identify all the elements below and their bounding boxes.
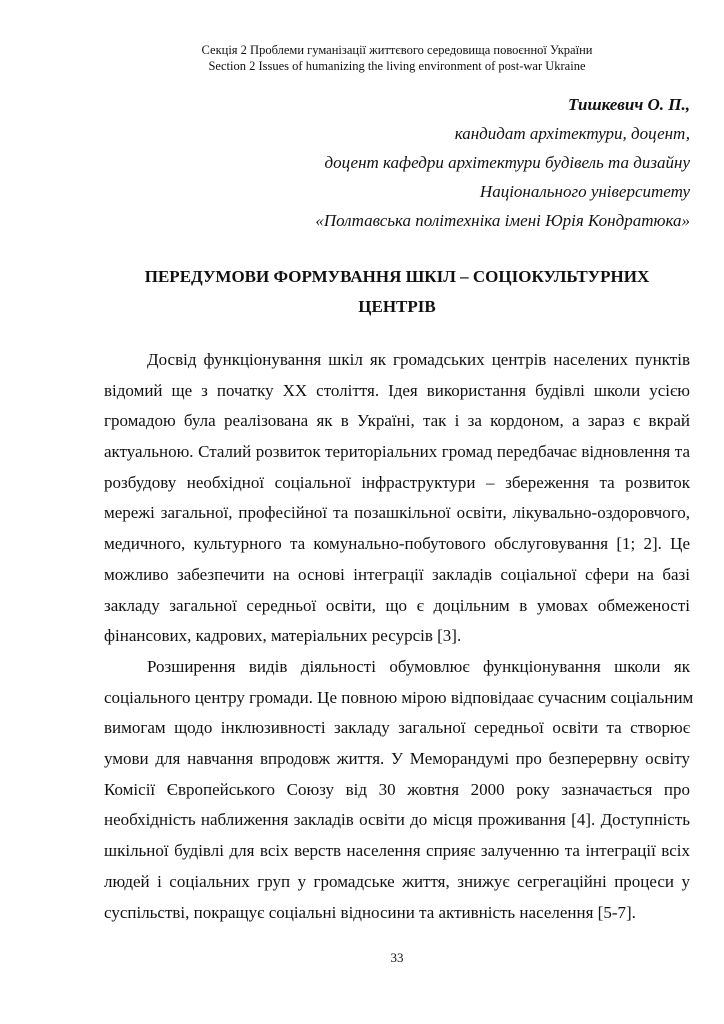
text-line: соціального центру громади. Це повною мірою відповідаає сучасним соціальним [104,687,694,707]
text-line: Комісії Європейського Союзу від 30 жовтня 2000 року зазначається про [104,779,690,799]
text-line: фінансових, кадрових, матеріальних ресурсів [3]. [104,626,462,646]
header-line-en: Section 2 Issues of humanizing the living environment of post-war Ukraine [208,59,586,73]
text-line: людей і соціальних груп у громадське життя, знижує сегрегаційні процеси у [104,871,690,891]
text-line: розбудову необхідної соціальної інфраструктури – збереження та розвиток [104,472,690,492]
text-line: актуальною. Сталий розвиток територіальних громад передбачає відновлення та [104,442,690,462]
author-affiliation-line: кандидат архітектури, доцент, [454,124,690,143]
text-line: шкільної будівлі для всіх верств населення сприяє залученню та інтеграції всіх [104,841,690,861]
page-number: 33 [390,950,404,965]
text-line: можливо забезпечити на основі інтеграції закладів соціальної сфери на базі [104,564,690,584]
text-line: мережі загальної, професійної та позашкільної освіти, лікувально-оздоровчого, [104,503,690,523]
header-line-uk: Секція 2 Проблеми гуманізації життєвого середовища повоєнної України [201,43,593,57]
text-line: відомий ще з початку XX століття. Ідея використання будівлі школи усією [104,380,690,400]
text-line: Розширення видів діяльності обумовлює функціонування школи як [147,657,690,676]
running-header [0,42,724,74]
text-line: громадою була реалізована як в Україні, так і за кордоном, а зараз є вкрай [104,411,690,431]
author-affiliation-line: Національного університету [479,182,690,201]
text-line: необхідність наближення закладів освіти до місця проживання [4]. Доступність [104,810,690,830]
author-name: Тишкевич О. П., [568,95,690,114]
text-line: умови для навчання впродовж життя. У Меморандумі про безперервну освіту [104,749,690,769]
paragraph-2 [104,652,694,928]
text-line: суспільстві, покращує соціальні відносини та активність населення [5-7]. [104,902,636,922]
author-affiliation-line: доцент кафедри архітектури будівель та дизайну [324,153,690,172]
text-line: закладу загальної середньої освіти, що є доцільним в умовах обмеженості [104,595,690,615]
title-line: ПЕРЕДУМОВИ ФОРМУВАННЯ ШКІЛ – СОЦІОКУЛЬТУРНИХ [144,267,650,286]
title-line: ЦЕНТРІВ [358,297,436,316]
article-title [104,262,690,322]
text-line: Досвід функціонування шкіл як громадських центрів населених пунктів [147,350,690,369]
text-line: вимогам щодо інклюзивності закладу загальної середньої освіти та створює [104,718,690,738]
text-line: медичного, культурного та комунально-побутового обслуговування [1; 2]. Це [104,534,690,554]
paragraph-1 [104,345,690,652]
author-affiliation-line: «Полтавська політехніка імені Юрія Кондратюка» [315,211,690,230]
author-block [315,90,690,235]
